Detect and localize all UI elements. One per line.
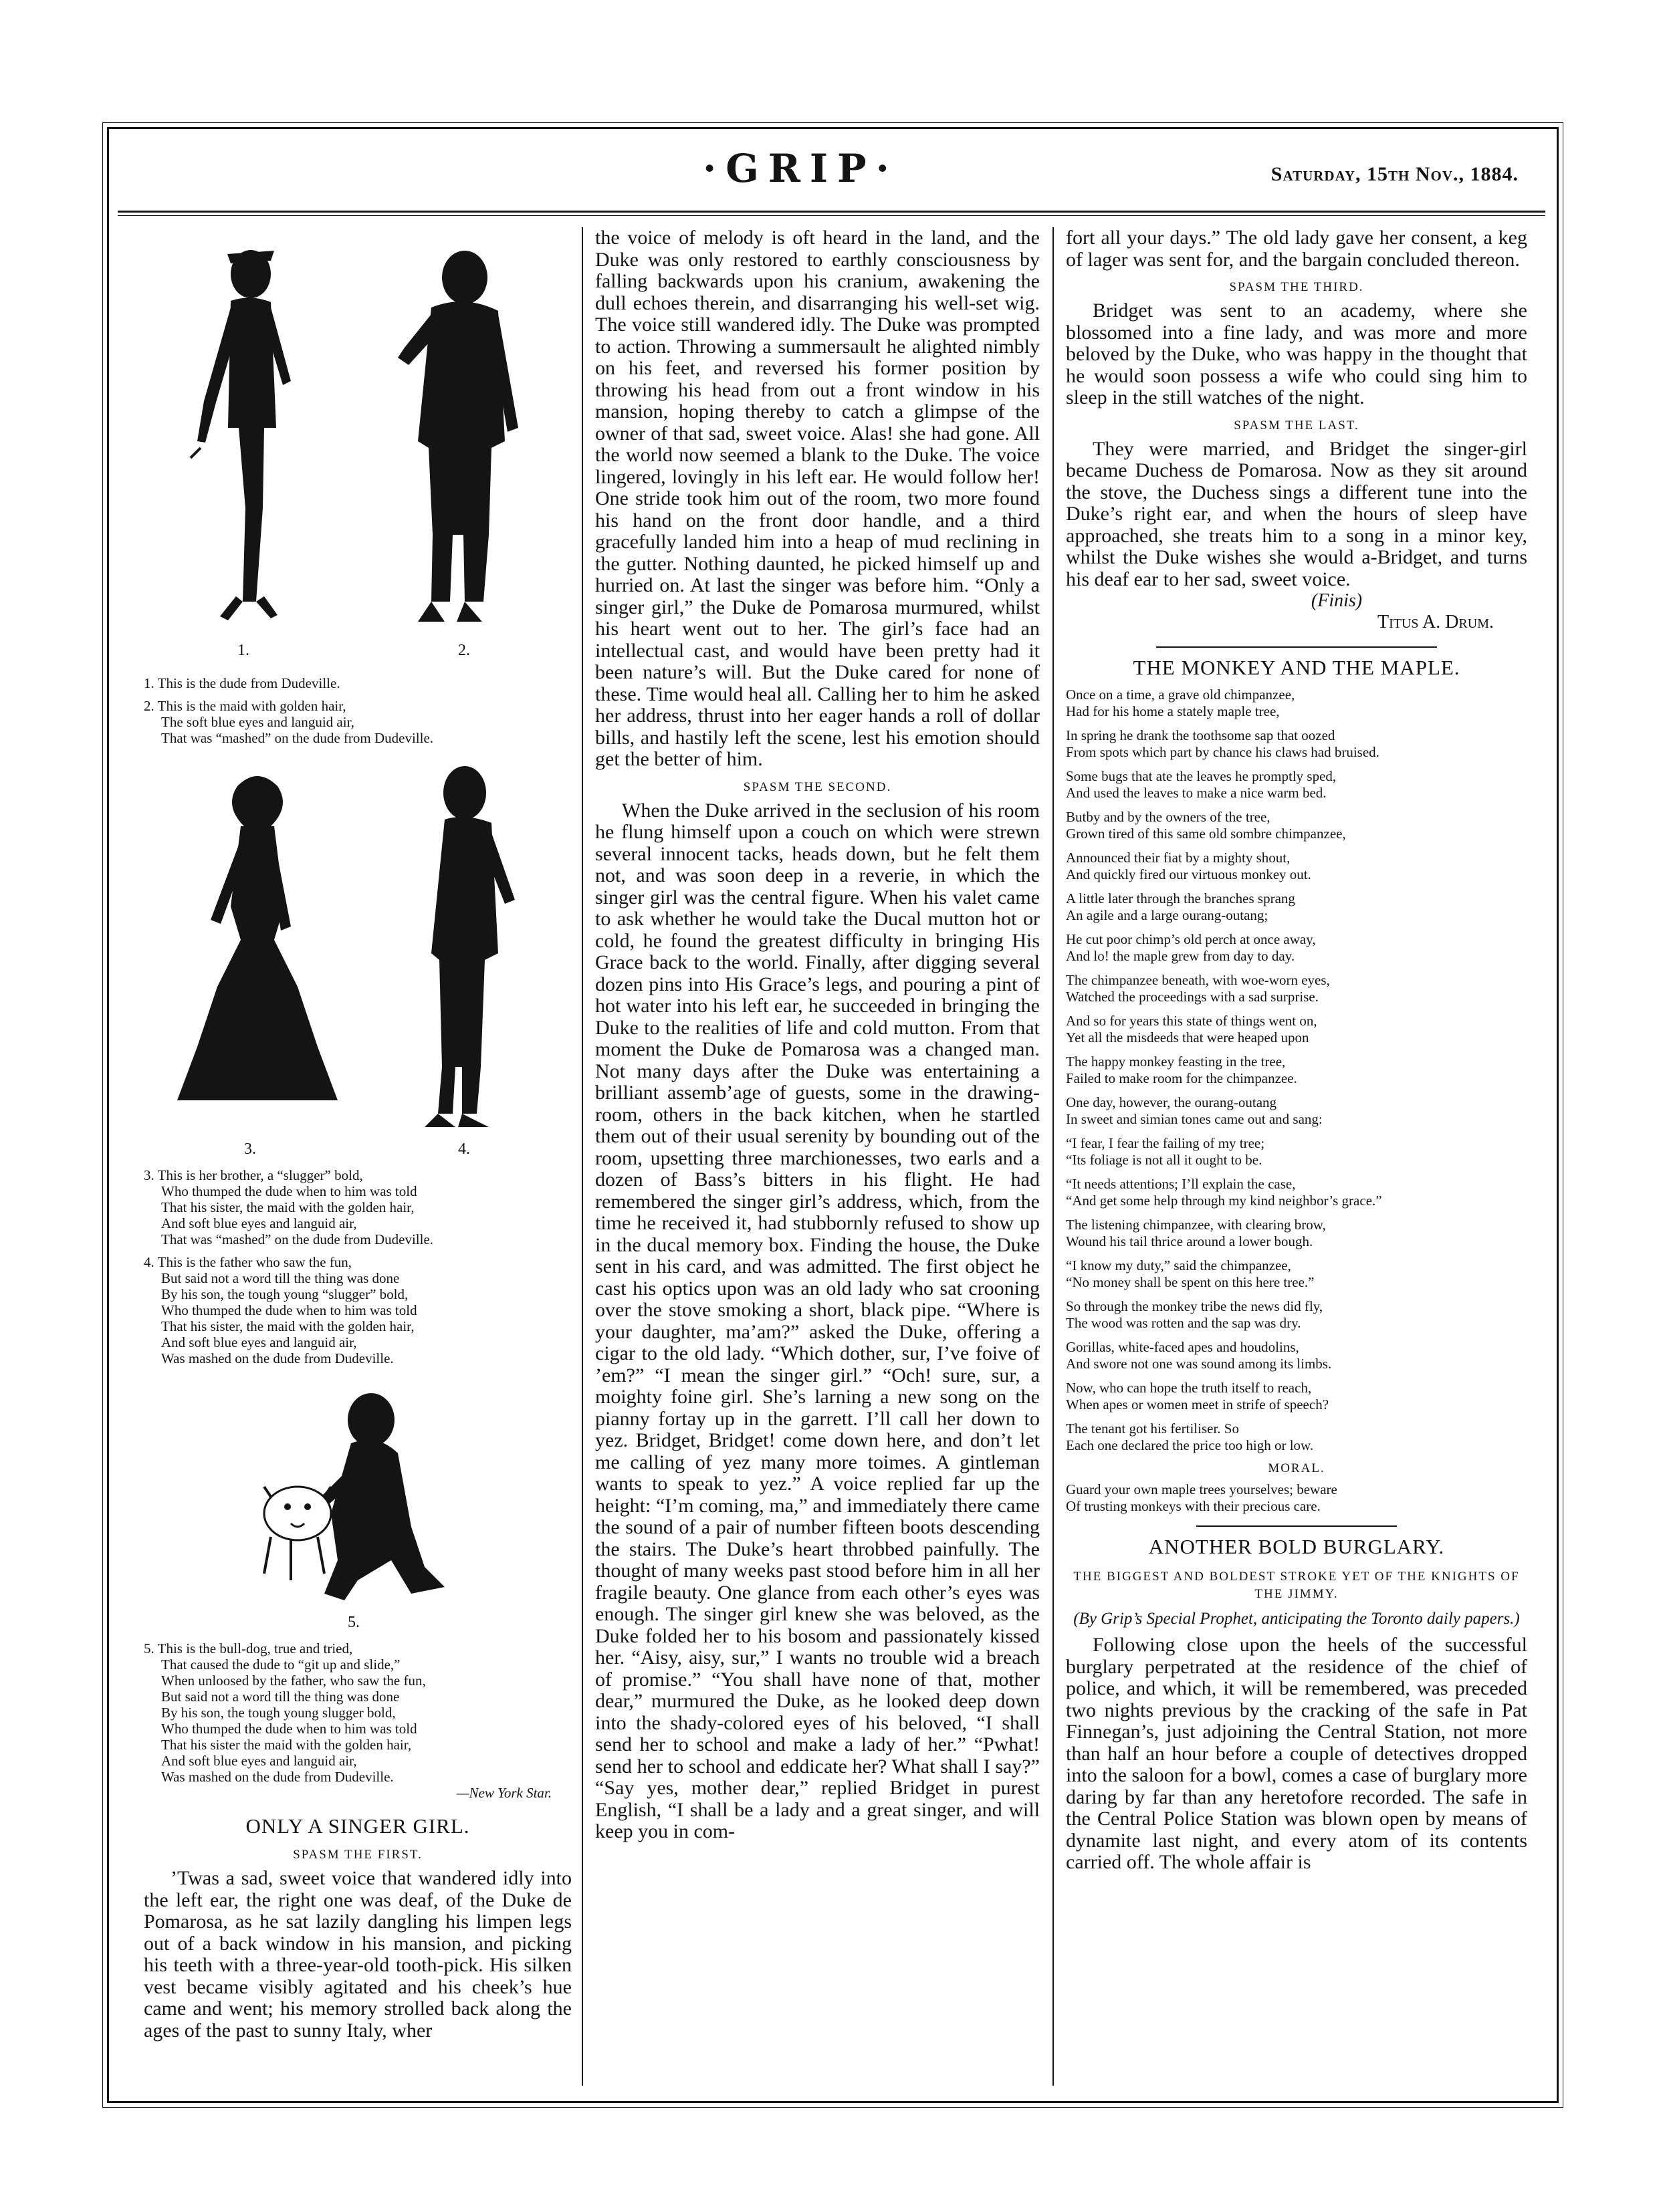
poem-stanza	[1066, 890, 1527, 924]
spasm-third-heading: SPASM THE THIRD.	[1229, 280, 1364, 294]
figure-label-4: 4.	[458, 1140, 470, 1158]
column-2	[595, 227, 1040, 1843]
burglary-paragraph: Following close upon the heels of the successful burglary perpetrated at the residence of the chief of police, and which, it will be remembered, was preceded two nights previous by the cracking of the safe in Pat Finnegan’s, just adjoining the Central Station, not more than half an hour before a couple of detectives dropped into the saloon for a bowl, comes a case of burglary more daring by far than any heretofore recorded. The safe in the Central Police Station was blown open by means of dynamite last night, and every atom of its contents carried off. The whole affair is	[1066, 1634, 1527, 1873]
masthead-rule-bottom	[118, 215, 1545, 216]
caption-credit: —New York Star.	[456, 1785, 552, 1801]
poem-line: Announced their fiat by a mighty shout,	[1066, 850, 1291, 866]
column-divider-2	[1052, 227, 1054, 2086]
poem-line: So through the monkey tribe the news did fly,	[1066, 1298, 1323, 1314]
caption-4: 4. This is the father who saw the fun, But said not a word till the thing was done By his son, the tough young “slugger” bold, Who thumped the dude when to him was told That his sister, the maid with the golden hair, And soft blue eyes and languid air, Was mashed on the dude from Dudeville.	[144, 1254, 417, 1366]
poem-line: When apes or women meet in strife of speech?	[1066, 1396, 1329, 1412]
poem-line: The wood was rotten and the sap was dry.	[1066, 1315, 1301, 1331]
poem-line: Watched the proceedings with a sad surprise.	[1066, 989, 1319, 1005]
poem-stanza	[1066, 972, 1527, 1005]
masthead-title: ·GRIP·	[703, 146, 899, 191]
poem-body	[1066, 687, 1527, 1454]
poem-line: “And get some help through my kind neighbor’s grace.”	[1066, 1193, 1382, 1209]
story-paragraph-3: Bridget was sent to an academy, where she blossomed into a fine lady, and was more and more beloved by the Duke, who was happy in the thought that he would soon possess a wife who could sing him to sleep in the still watches of the night.	[1066, 299, 1527, 408]
poem-line: And so for years this state of things went on,	[1066, 1013, 1317, 1029]
bulldog-and-dude-silhouette-figure-5	[244, 1380, 471, 1607]
poem-line: And quickly fired our virtuous monkey out.	[1066, 866, 1311, 882]
story-paragraph-1: ’Twas a sad, sweet voice that wandered idly into the left ear, the right one was deaf, of the Duke de Pomarosa, as he sat lazily dangling his limpen legs out of a back window in his mansion, and picking his teeth with a three-year-old tooth-pick. His silken vest became visibly agitated and his cheek’s hue came and went; his memory strolled back along the ages of the past to sunny Italy, wher	[144, 1867, 572, 2042]
masthead-rule-top	[118, 211, 1545, 213]
poem-line: The happy monkey feasting in the tree,	[1066, 1054, 1286, 1070]
poem-line: In spring he drank the toothsome sap that oozed	[1066, 727, 1335, 743]
poem-line: An agile and a large ourang-outang;	[1066, 907, 1268, 923]
poem-line: And swore not one was sound among its limbs.	[1066, 1356, 1332, 1372]
burglary-title: ANOTHER BOLD BURGLARY.	[1148, 1535, 1445, 1558]
column-divider-1	[582, 227, 583, 2086]
poem-line: Butby and by the owners of the tree,	[1066, 809, 1270, 825]
caption-block-2	[144, 1167, 572, 1366]
poem-line: And used the leaves to make a nice warm bed.	[1066, 785, 1327, 801]
figure-row-1	[144, 227, 572, 675]
burglary-subtitle: THE BIGGEST AND BOLDEST STROKE YET OF THE KNIGHTS OF THE JIMMY.	[1073, 1570, 1520, 1601]
poem-line: “Its foliage is not all it ought to be.	[1066, 1152, 1262, 1168]
poem-line: From spots which part by chance his claws had bruised.	[1066, 744, 1379, 760]
poem-line: A little later through the branches sprang	[1066, 890, 1295, 906]
caption-block-1	[144, 675, 572, 746]
poem-moral: Guard your own maple trees yourselves; beware Of trusting monkeys with their precious care.	[1066, 1481, 1337, 1514]
poem-line: Failed to make room for the chimpanzee.	[1066, 1070, 1297, 1086]
poem-line: Once on a time, a grave old chimpanzee,	[1066, 687, 1295, 703]
poem-stanza	[1066, 850, 1527, 883]
column-3	[1066, 227, 1527, 1874]
figure-label-5: 5.	[348, 1614, 360, 1631]
poem-stanza	[1066, 1176, 1527, 1209]
caption-block-3	[144, 1640, 572, 1801]
poem-line: Grown tired of this same old sombre chimpanzee,	[1066, 826, 1346, 842]
spasm-first-heading: SPASM THE FIRST.	[293, 1848, 423, 1862]
poem-stanza	[1066, 931, 1527, 965]
story-paragraph-2-continued: fort all your days.” The old lady gave her consent, a keg of lager was sent for, and the bargain concluded thereon.	[1066, 227, 1527, 271]
dude-silhouette-figure	[164, 227, 338, 628]
brother-silhouette-figure-4	[398, 753, 532, 1140]
poem-stanza	[1066, 1257, 1527, 1291]
figure-label-2: 2.	[458, 642, 470, 659]
poem-stanza	[1066, 727, 1527, 761]
poem-line: The listening chimpanzee, with clearing brow,	[1066, 1217, 1326, 1233]
burglary-byline: (By Grip’s Special Prophet, anticipating the Toronto daily papers.)	[1073, 1610, 1520, 1628]
poem-stanza	[1066, 1013, 1527, 1046]
poem-line: Each one declared the price too high or low.	[1066, 1437, 1314, 1453]
poem-line: In sweet and simian tones came out and sang:	[1066, 1111, 1323, 1127]
story-finis: (Finis)	[1311, 590, 1363, 611]
poem-line: Had for his home a stately maple tree,	[1066, 703, 1280, 719]
poem-stanza	[1066, 768, 1527, 802]
spasm-last-heading: SPASM THE LAST.	[1234, 418, 1359, 433]
section-divider-2	[1196, 1525, 1397, 1527]
caption-5: 5. This is the bull-dog, true and tried, That caused the dude to “git up and slide,” When unloosed by the father, who saw the fun, But said not a word till the thing was done By his son, the tough young slugger bold, Who thumped the dude when to him was told That his sister the maid with the golden hair, And soft blue eyes and languid air, Was mashed on the dude from Dudeville. —New York Star.	[144, 1640, 572, 1801]
issue-date: Saturday, 15th Nov., 1884.	[1270, 163, 1519, 185]
poem-stanza	[1066, 1339, 1527, 1372]
maid-father-silhouette-figure-2	[364, 227, 552, 628]
story-author: Titus A. Drum.	[1377, 612, 1494, 632]
figure-row-3	[144, 1373, 572, 1640]
poem-line: He cut poor chimp’s old perch at once away,	[1066, 931, 1316, 947]
poem-stanza	[1066, 1217, 1527, 1250]
poem-stanza	[1066, 687, 1527, 720]
poem-stanza	[1066, 1094, 1527, 1128]
caption-2: 2. This is the maid with golden hair, The soft blue eyes and languid air, That was “mashed” on the dude from Dudeville.	[144, 698, 434, 746]
poem-line: “It needs attentions; I’ll explain the case,	[1066, 1176, 1296, 1192]
poem-stanza	[1066, 1054, 1527, 1087]
poem-stanza	[1066, 1380, 1527, 1413]
poem-line: “I know my duty,” said the chimpanzee,	[1066, 1257, 1291, 1273]
poem-moral-label: MORAL.	[1268, 1461, 1325, 1475]
poem-stanza	[1066, 1135, 1527, 1169]
poem-line: Gorillas, white-faced apes and houdolins,	[1066, 1339, 1299, 1355]
poem-line: The tenant got his fertiliser. So	[1066, 1421, 1239, 1437]
figure-label-3: 3.	[244, 1140, 256, 1158]
poem-line: “I fear, I fear the failing of my tree;	[1066, 1135, 1265, 1151]
caption-1: 1. This is the dude from Dudeville.	[144, 675, 340, 691]
figure-row-2	[144, 753, 572, 1167]
story-paragraph-4: They were married, and Bridget the singer-girl became Duchess de Pomarosa. Now as they sit around the stove, the Duchess sings a different tune into the Duke’s right ear, and when the hours of sleep have approached, she treats him to a song in a minor key, whilst the Duke wishes she would a-Bridget, and turns his deaf ear to her sad, sweet voice.	[1066, 437, 1527, 590]
section-divider-1	[1156, 646, 1437, 648]
poem-line: Yet all the misdeeds that were heaped upon	[1066, 1029, 1309, 1046]
poem-line: Some bugs that ate the leaves he promptly sped,	[1066, 768, 1337, 784]
story-paragraph-1-continued: the voice of melody is oft heard in the land, and the Duke was only restored to earthly consciousness by falling backwards upon his cranium, awakening the dull echoes therein, and disarranging his well-set wig. The voice still wandered idly. The Duke was prompted to action. Throwing a summersault he alighted nimbly on his feet, and reversed his former position by throwing his head from out a front window in his mansion, hoping thereby to catch a glimpse of the owner of that sad, sweet voice. Alas! she had gone. All the world now seemed a blank to the Duke. The voice lingered, lovingly in his left ear. He would follow her! One stride took him out of the room, two more found his hand on the front door handle, and a third gracefully landed him into a heap of mud reclining in the gutter. Nothing daunted, he picked himself up and hurried on. At last the singer was before him. “Only a singer girl,” the Duke de Pomarosa murmured, whilst his heart went out to her. The girl’s face had an intellectual cast, and would have been pretty had it been nature’s will. But the Duke cared for none of these. Time would heal all. Calling her to him he asked her address, thrust into her eager hands a roll of dollar bills, and hastily left the scene, lest his emotion should get the better of him.	[595, 227, 1040, 770]
caption-3: 3. This is her brother, a “slugger” bold, Who thumped the dude when to him was told That his sister, the maid with the golden hair, And soft blue eyes and languid air, That was “mashed” on the dude from Dudeville.	[144, 1167, 434, 1247]
poem-line: The chimpanzee beneath, with woe-worn eyes,	[1066, 972, 1330, 988]
poem-title: THE MONKEY AND THE MAPLE.	[1133, 656, 1460, 679]
poem-line: And lo! the maple grew from day to day.	[1066, 948, 1295, 964]
story-title: ONLY A SINGER GIRL.	[245, 1814, 470, 1838]
poem-line: “No money shall be spent on this here tree.”	[1066, 1274, 1315, 1290]
poem-stanza	[1066, 1421, 1527, 1454]
figure-label-1: 1.	[237, 642, 249, 659]
masthead	[118, 140, 1545, 207]
poem-stanza	[1066, 809, 1527, 842]
spasm-second-heading: SPASM THE SECOND.	[743, 779, 892, 794]
poem-line: Wound his tail thrice around a lower bough.	[1066, 1233, 1313, 1249]
story-paragraph-2: When the Duke arrived in the seclusion of his room he flung himself upon a couch on which were strewn several innocent tacks, heads down, but he felt them not, and was soon deep in a reverie, in which the singer girl was the central figure. When his valet came to ask whether he would take the Ducal mutton hot or cold, he found the greatest difficulty in bringing His Grace back to the world. Finally, after digging several dozen pins into His Grace’s legs, and pouring a pint of hot water into his left ear, he succeeded in bringing the Duke to the realities of life and cold mutton. From that moment the Duke de Pomarosa was a changed man. Not many days after the Duke was entertaining a brilliant assemb’age of guests, some in the drawing-room, others in the back kitchen, when he startled them out of their usual serenity by bounding out of the room, upsetting three marchionesses, two earls and a dozen of Bass’s bitters in his flight. He had remembered the singer girl’s address, which, from the time he received it, had stubbornly refused to show up in the ducal memory box. Finding the house, the Duke sent in his card, and was admitted. The first object he cast his optics upon was an old lady who sat crooning over the stove smoking a short, black pipe. “Where is your daughter, ma’am?” asked the Duke, offering a cigar to the old lady. “Which dother, sur, I’ve foive of ’em?” “I mean the singer girl.” “Och! sure, sur, a moighty foine girl. She’s larning a new song on the pianny fortay up in the garrett. I’ll call her down to yez. Bridget, Bridget! come down here, and don’t let me calling of yez many more toimes. A gintleman wants to speak to yez.” A voice replied far up the height: “I’m coming, ma,” and immediately there came the sound of a pair of number fifteen boots descending the stairs. The Duke’s heart throbbed painfully. The thought of many weeks past stood before him in all her fragile beauty. One glance from each other’s eyes was enough. The singer girl knew she was beloved, as the Duke folded her to his bosom and passionately kissed her. “Aisy, aisy, sur,” I wants no trouble wid a breach of promise.” “You shall have none of that, mother dear,” murmured the Duke, as he looked deep down into the shady-colored eyes of his beloved, “I shall send her to school and make a lady of her.” “Pwhat! send her to school and eddicate her? What shall I say?” “Say yes, mother dear,” replied Bridget in purest English, “I shall be a lady and a great singer, and will keep you in com-	[595, 799, 1040, 1842]
column-1	[144, 227, 572, 2042]
poem-line: Now, who can hope the truth itself to reach,	[1066, 1380, 1312, 1396]
poem-line: One day, however, the ourang-outang	[1066, 1094, 1277, 1110]
poem-stanza	[1066, 1298, 1527, 1332]
maid-silhouette-figure-3	[157, 766, 358, 1140]
